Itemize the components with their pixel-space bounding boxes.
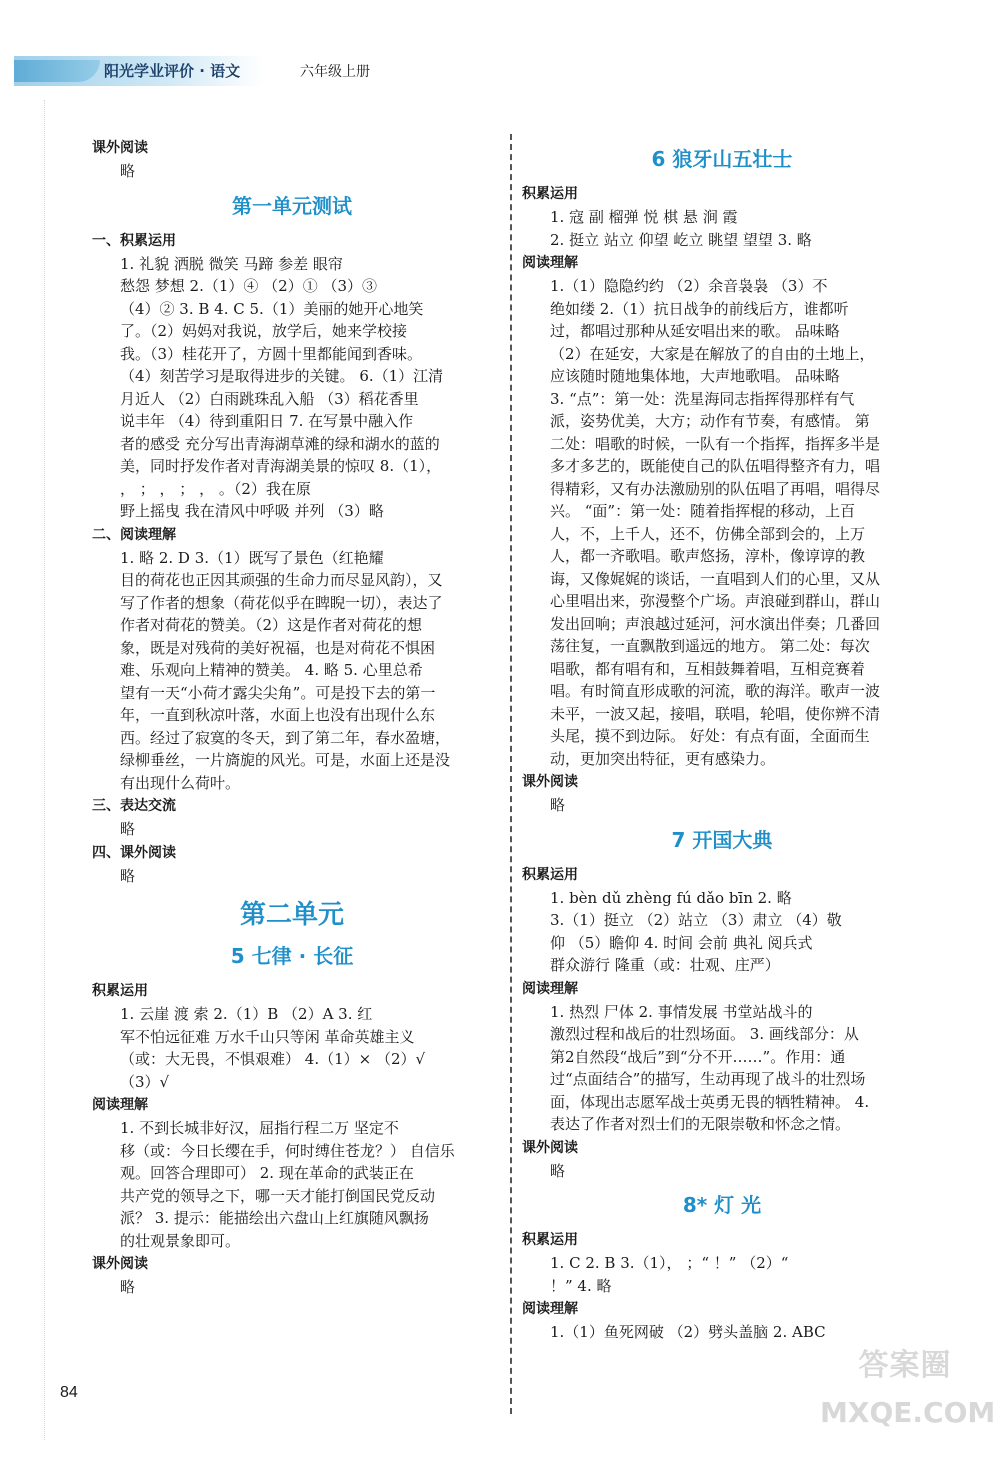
unit1-s4-answer: 略 bbox=[120, 866, 136, 885]
lesson8-t2: 1.（1）鱼死网破 （2）劈头盖脑 2. ABC bbox=[550, 1323, 826, 1341]
book-grade: 六年级上册 bbox=[300, 64, 370, 80]
lesson6-h1: 积累运用 bbox=[522, 186, 578, 202]
lesson8-t1: 1. C 2. B 3.（1）， ；“ ！” （2）“ ！” 4. 略 bbox=[550, 1254, 789, 1295]
lesson6-h3: 课外阅读 bbox=[522, 774, 578, 790]
lesson8-h1: 积累运用 bbox=[522, 1232, 578, 1248]
lesson8-h2: 阅读理解 bbox=[522, 1301, 578, 1317]
lesson5-t2: 1. 不到长城非好汉，屈指行程二万 坚定不 移（或：今日长缨在手，何时缚住苍龙？） 自信乐 观。回答合理即可） 2. 现在革命的武装正在 共产党的领导之下，哪一天才能打倒国民党反动 派？ 3. 提示：能描绘出六盘山上红旗随风飘扬 的壮观景象即可。 bbox=[120, 1119, 455, 1250]
unit2-title: 第二单元 bbox=[239, 900, 344, 930]
ext-read-answer: 略 bbox=[120, 162, 136, 180]
lesson5-h2: 阅读理解 bbox=[92, 1097, 148, 1113]
unit1-s1-heading: 一、积累运用 bbox=[92, 232, 176, 249]
ext-read-heading: 课外阅读 bbox=[92, 140, 148, 156]
book-title: 阳光学业评价 · 语文 bbox=[104, 62, 241, 80]
lesson5-title: 5 七律 · 长征 bbox=[230, 944, 354, 968]
lesson6-t2: 1.（1）隐隐约约 （2）余音袅袅 （3）不 绝如缕 2.（1）抗日战争的前线后方，谁都听 过，都唱过那种从延安唱出来的歌。 品味略 （2）在延安，大家是在解放了的自由的土地上， 应该随时随地集体地，大声地歌唱。 品味略 3. “点”：第一处：洗星海同志指挥得那样有气 派，姿势优美，大方；动作有节奏，有感情。 第 二处：唱歌的时候，一队有一个指挥，指挥多半是 多才多艺的，既能使自己的队伍唱得整齐有力，唱 得精彩，又有办法激励别的队伍唱了再唱，唱得尽 兴。 “面”：第一处：随着指挥棍的移动，上百 人，不，上千人，还不，仿佛全部到会的，上万 人，都一齐歌唱。歌声悠扬，淳朴，像谆谆的教 诲，又像娓娓的谈话，一直唱到人们的心里，又从 心里唱出来，弥漫整个广场。声浪碰到群山，群山 发出回响；声浪越过延河，河水演出伴奏；几番回 荡往复，一直飘散到遥远的地方。 第二处：每次 唱歌，都有唱有和，互相鼓舞着唱，互相竞赛着 唱。有时简直形成歌的河流，歌的海洋。歌声一波 未平，一波又起，接唱，联唱，轮唱，使你辨不清 头尾，摸不到边际。 好处：有点有面，全面而生 动，更加突出特征，更有感染力。 bbox=[550, 277, 881, 768]
page-edge-rule bbox=[44, 100, 45, 1440]
lesson7-h2: 阅读理解 bbox=[522, 980, 578, 997]
unit1-s3-heading: 三、表达交流 bbox=[92, 798, 176, 814]
unit1-s1-text: 1. 礼貌 洒脱 微笑 马蹄 参差 眼帘 愁怨 梦想 2.（1）④ （2）① （3）③ （4）② 3. B 4. C 5.（1）美丽的她开心地笑 了。（2）妈妈对我说，放学后，她来学校接 我。（3）桂花开了，方圆十里都能闻到香味。 （4）刻苦学习是取得进步的关键。 6.（1）江清 月近人 （2）白雨跳珠乱入船 （3）稻花香里 说丰年 （4）待到重阳日 7. 在写景中融入作 者的感受 充分写出青海湖草滩的绿和湖水的蓝的 美，同时抒发作者对青海湖美景的惊叹 8.（1）， ， ； ， ； ， 。（2）我在原 野上摇曳 我在清风中呼吸 并列 （3）略 bbox=[120, 254, 444, 520]
column-divider bbox=[510, 134, 512, 1414]
lesson5-t1: 1. 云崖 渡 索 2.（1）B （2）A 3. 红 军不怕远征难 万水千山只等闲 革命英雄主义 （或：大无畏，不惧艰难） 4.（1）× （2）√ （3）√ bbox=[120, 1005, 426, 1091]
lesson7-t2: 1. 热烈 尸体 2. 事情发展 书堂站战斗的 激烈过程和战后的壮烈场面。 3. 画线部分：从 第2自然段“战后”到“分不开……”。作用：通 过“点面结合”的描写，生动再现了战斗的壮烈场 面，体现出志愿军战士英勇无畏的牺牲精神。 4. 表达了作者对烈士们的无限崇敬和怀念之情。 bbox=[550, 1002, 870, 1133]
lesson6-title: 6 狼牙山五壮士 bbox=[651, 147, 793, 171]
right-column bbox=[522, 136, 922, 1344]
watermark-domain: MXQE.COM bbox=[820, 1396, 996, 1429]
unit1-test-title: 第一单元测试 bbox=[232, 193, 352, 218]
lesson7-title: 7 开国大典 bbox=[671, 827, 773, 852]
lesson7-h1: 积累运用 bbox=[522, 866, 578, 883]
unit1-s2-heading: 二、阅读理解 bbox=[92, 526, 176, 543]
lesson7-t3: 略 bbox=[550, 1161, 566, 1180]
lesson5-t3: 略 bbox=[120, 1278, 136, 1296]
lesson7-t1: 1. bèn dǔ zhèng fú dǎo bīn 2. 略 3.（1）挺立 （2）站立 （3）肃立 （4）敬 仰 （5）瞻仰 4. 时间 会前 典礼 阅兵式 群众游行 隆重（或：壮观、庄严） bbox=[550, 888, 842, 974]
lesson6-h2: 阅读理解 bbox=[522, 255, 578, 271]
watermark-text: 答案圈 bbox=[858, 1348, 952, 1383]
header-swoosh-decoration bbox=[14, 60, 100, 82]
lesson5-h3: 课外阅读 bbox=[92, 1256, 148, 1272]
left-column bbox=[92, 136, 492, 1299]
lesson6-t3: 略 bbox=[550, 796, 566, 814]
lesson7-h3: 课外阅读 bbox=[522, 1139, 578, 1156]
unit1-s3-answer: 略 bbox=[120, 820, 136, 838]
unit1-s4-heading: 四、课外阅读 bbox=[92, 844, 176, 861]
lesson8-title: 8* 灯 光 bbox=[682, 1193, 762, 1217]
lesson5-h1: 积累运用 bbox=[92, 983, 148, 999]
page-number: 84 bbox=[60, 1384, 78, 1401]
unit1-s2-text: 1. 略 2. D 3.（1）既写了景色（红艳耀 目的荷花也正因其顽强的生命力而尽显风韵），又 写了作者的想象（荷花似乎在睥睨一切），表达了 作者对荷花的赞美。（2）这是作者对荷花的想 象，既是对残荷的美好祝福，也是对荷花不惧困 难、乐观向上精神的赞美。 4. 略 5. 心里总希 望有一天“小荷才露尖尖角”。可是投下去的第一 年，一直到秋凉叶落，水面上也没有出现什么东 西。经过了寂寞的冬天，到了第二年，春水盈塘， 绿柳垂丝，一片旖旎的风光。可是，水面上还是没 有出现什么荷叶。 bbox=[120, 548, 451, 792]
lesson6-t1: 1. 寇 副 榴弹 悦 棋 悬 涧 霞 2. 挺立 站立 仰望 屹立 眺望 望望 3. 略 bbox=[550, 208, 812, 249]
